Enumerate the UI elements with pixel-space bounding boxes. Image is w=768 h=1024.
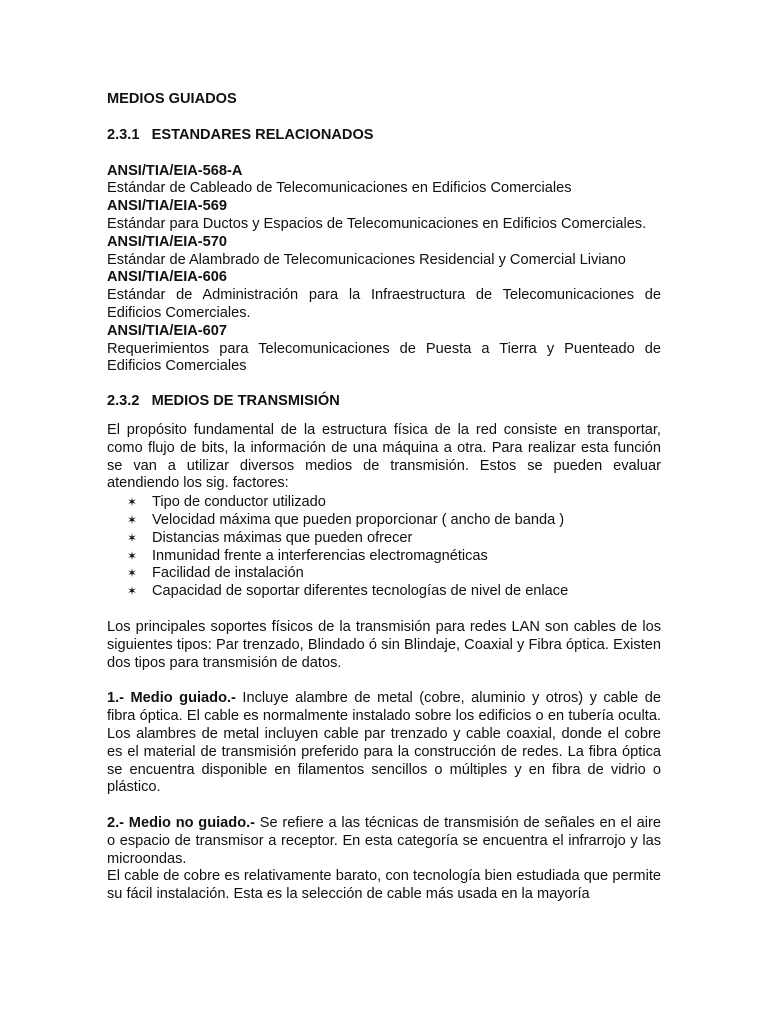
section-heading-standards [107, 127, 661, 145]
standard-item [107, 323, 661, 376]
asterisk-bullet-icon: ✶ [127, 530, 138, 545]
standard-item [107, 269, 661, 322]
paragraph-lead: 2.- Medio no guiado.- [107, 815, 256, 832]
list-item-text: Tipo de conductor utilizado [152, 494, 326, 511]
list-item-text: Velocidad máxima que pueden proporcionar ( ancho de banda ) [152, 511, 565, 528]
list-item-text: Distancias máximas que pueden ofrecer [152, 529, 413, 546]
standard-description: Requerimientos para Telecomunicaciones de Puesta a Tierra y Puenteado de Edificios Comerciales [107, 340, 661, 375]
asterisk-bullet-icon: ✶ [127, 566, 138, 581]
list-item [107, 548, 661, 566]
standards-list [107, 163, 661, 377]
paragraph-text: Se refiere a las técnicas de transmisión de señales en el aire o espacio de transmisor a receptor. En esta categoría se encuentra el infrarrojo y las microondas. [107, 815, 661, 867]
standard-code: ANSI/TIA/EIA-606 [107, 269, 228, 286]
standard-code: ANSI/TIA/EIA-607 [107, 322, 228, 339]
list-item [107, 494, 661, 512]
standard-code: ANSI/TIA/EIA-569 [107, 198, 228, 215]
lan-paragraph: Los principales soportes físicos de la transmisión para redes LAN son cables de los siguientes tipos: Par trenzado, Blindado ó sin Blindaje, Coaxial y Fibra óptica. Existen dos tipos para transmisión de datos. [107, 618, 661, 671]
list-item [107, 530, 661, 548]
unguided-media-paragraph [107, 815, 661, 868]
asterisk-bullet-icon: ✶ [127, 584, 138, 599]
standard-item [107, 234, 661, 270]
asterisk-bullet-icon: ✶ [127, 512, 138, 527]
copper-paragraph: El cable de cobre es relativamente barato, con tecnología bien estudiada que permite su fácil instalación. Esta es la selección de cable más usada en la mayoría [107, 868, 661, 903]
section-title: ESTANDARES RELACIONADOS [151, 126, 374, 143]
paragraph-text: Incluye alambre de metal (cobre, aluminio y otros) y cable de fibra óptica. El cable es normalmente instalado sobre los edificios o en tubería oculta. Los alambres de metal incluyen cable par trenzado y cable coaxial, donde el cobre es el material de transmisión preferido para la construcción de redes. La fibra óptica se encuentra disponible en filamentos sencillos o múltiples y en fibra de vidrio o plástico. [107, 690, 661, 796]
intro-paragraph: El propósito fundamental de la estructura física de la red consiste en transportar, como flujo de bits, la información de una máquina a otra. Para realizar esta función se van a utilizar diversos medios de transmisión. Estos se pueden evaluar atendiendo los sig. factores: [107, 421, 661, 492]
list-item [107, 565, 661, 583]
section-number: 2.3.2 [107, 393, 140, 410]
standard-description: Estándar para Ductos y Espacios de Telecomunicaciones en Edificios Comerciales. [107, 215, 647, 232]
asterisk-bullet-icon: ✶ [127, 495, 138, 510]
list-item-text: Facilidad de instalación [152, 565, 304, 582]
paragraph-lead: 1.- Medio guiado.- [107, 690, 236, 707]
list-item [107, 512, 661, 530]
standard-description: Estándar de Administración para la Infraestructura de Telecomunicaciones de Edificios Comerciales. [107, 287, 661, 321]
section-title: MEDIOS DE TRANSMISIÓN [151, 393, 340, 410]
guided-media-paragraph [107, 690, 661, 797]
list-item-text: Inmunidad frente a interferencias electromagnéticas [152, 547, 488, 564]
standard-code: ANSI/TIA/EIA-568-A [107, 162, 243, 179]
list-item [107, 583, 661, 601]
standard-item [107, 198, 661, 234]
document-title: MEDIOS GUIADOS [107, 91, 237, 107]
standard-item [107, 163, 661, 199]
standard-description: Estándar de Alambrado de Telecomunicaciones Residencial y Comercial Liviano [107, 251, 626, 268]
standard-code: ANSI/TIA/EIA-570 [107, 233, 228, 250]
list-item-text: Capacidad de soportar diferentes tecnologías de nivel de enlace [152, 583, 569, 600]
factors-list [107, 494, 661, 601]
section-number: 2.3.1 [107, 126, 140, 143]
document-page [107, 88, 661, 904]
asterisk-bullet-icon: ✶ [127, 548, 138, 563]
section-heading-transmission [107, 393, 661, 411]
standard-description: Estándar de Cableado de Telecomunicaciones en Edificios Comerciales [107, 180, 572, 197]
